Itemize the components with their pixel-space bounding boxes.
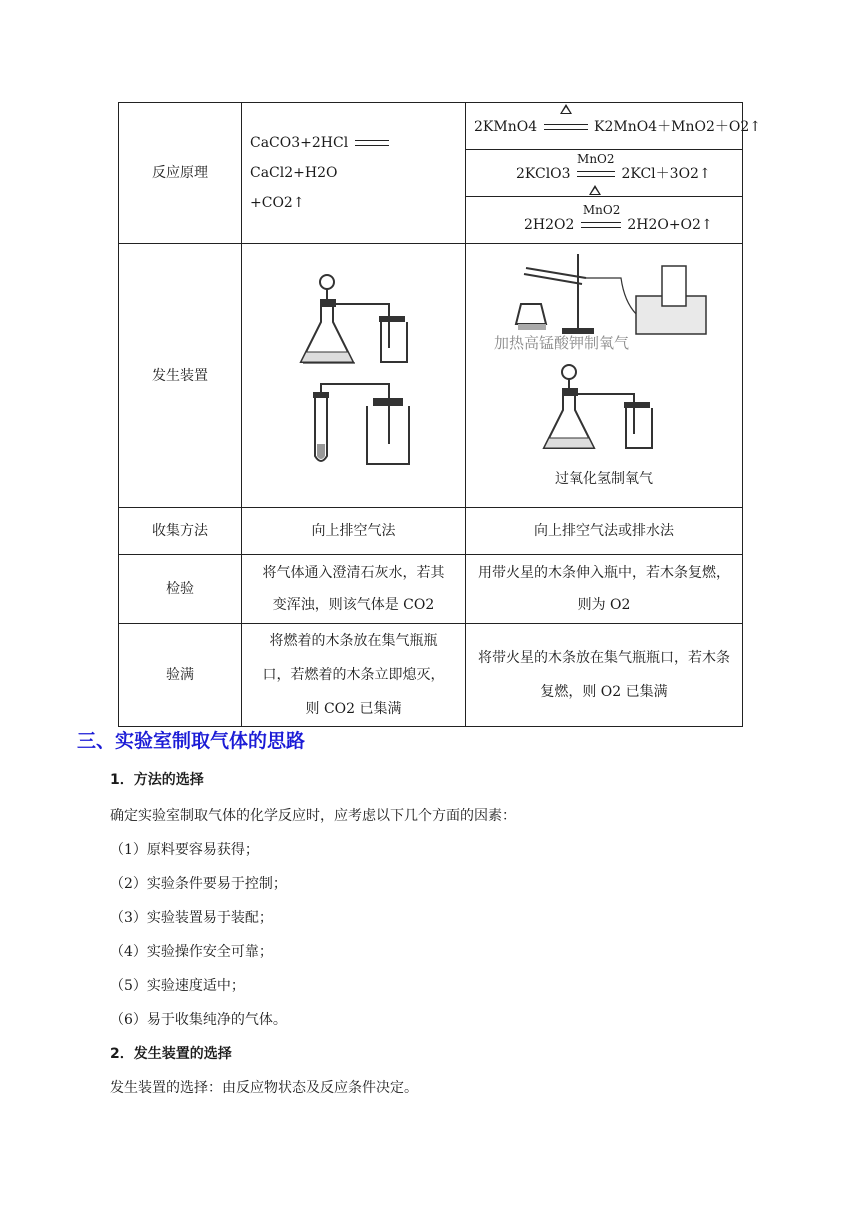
co2-collection-cell: 向上排空气法 bbox=[242, 508, 466, 555]
subheading-apparatus: 2．发生装置的选择 bbox=[110, 1046, 232, 1062]
gas-jar-icon bbox=[379, 316, 407, 362]
table-row bbox=[119, 103, 743, 244]
catalyst-label: MnO2 bbox=[582, 203, 621, 217]
catalyst-label: MnO2 bbox=[577, 152, 615, 166]
equals-sign bbox=[355, 140, 389, 146]
list-item: （3）实验装置易于装配； bbox=[110, 910, 273, 926]
kmno4-products: K2MnO4＋MnO2＋O2↑ bbox=[594, 119, 761, 135]
kclo3-equation-row bbox=[466, 150, 742, 197]
erlenmeyer-flask-icon bbox=[544, 365, 594, 448]
kclo3-products: 2KCl＋3O2↑ bbox=[621, 166, 711, 182]
h2o2-equation-row bbox=[466, 197, 742, 243]
co2-reactants: CaCO3+2HCl bbox=[250, 135, 349, 151]
heat-triangle-icon bbox=[560, 104, 572, 114]
h2o2-products: 2H2O+O2↑ bbox=[627, 217, 713, 233]
co2-test-cell: 将气体通入澄清石灰水，若其 变浑浊，则该气体是 CO2 bbox=[242, 555, 466, 624]
list-item: （5）实验速度适中； bbox=[110, 978, 245, 994]
delivery-tube-icon bbox=[321, 384, 389, 444]
o2-full-cell: 将带火星的木条放在集气瓶瓶口，若木条 复燃，则 O2 已集满 bbox=[466, 624, 743, 727]
equals-sign bbox=[544, 124, 588, 130]
water-trough-icon bbox=[586, 266, 706, 334]
intro-paragraph: 确定实验室制取气体的化学反应时，应考虑以下几个方面的因素： bbox=[110, 808, 516, 824]
kmno4-equation-row bbox=[466, 103, 761, 150]
alcohol-lamp-icon bbox=[516, 304, 546, 330]
row-label-apparatus: 发生装置 bbox=[119, 244, 242, 508]
co2-equation bbox=[250, 128, 465, 188]
table-row bbox=[119, 244, 743, 508]
heat-triangle-icon bbox=[589, 185, 601, 195]
row-label-collection: 收集方法 bbox=[119, 508, 242, 555]
co2-products: CaCl2+H2O bbox=[250, 165, 338, 181]
table-row bbox=[119, 555, 743, 624]
kclo3-reactant: 2KClO3 bbox=[516, 166, 571, 182]
section-heading: 三、实验室制取气体的思路 bbox=[77, 730, 306, 752]
apparatus-paragraph: 发生装置的选择：由反应物状态及反应条件决定。 bbox=[110, 1080, 418, 1096]
o2-test-cell: 用带火星的木条伸入瓶中，若木条复燃， 则为 O2 bbox=[466, 555, 743, 624]
gas-jar-icon bbox=[624, 402, 652, 448]
co2-equation-cell bbox=[242, 103, 466, 244]
co2-apparatus-cell bbox=[242, 244, 466, 508]
co2-apparatus-illustration bbox=[249, 244, 459, 494]
h2o2-reactant: 2H2O2 bbox=[524, 217, 575, 233]
o2-collection-cell: 向上排空气法或排水法 bbox=[466, 508, 743, 555]
list-item: （6）易于收集纯净的气体。 bbox=[110, 1012, 287, 1028]
equals-sign bbox=[577, 171, 615, 177]
test-tube-icon bbox=[313, 392, 329, 461]
subheading-method: 1．方法的选择 bbox=[110, 772, 204, 788]
co2-full-cell: 将燃着的木条放在集气瓶瓶 口，若燃着的木条立即熄灭， 则 CO2 已集满 bbox=[242, 624, 466, 727]
co2-equation-tail: +CO2↑ bbox=[250, 195, 305, 211]
kmno4-reactant: 2KMnO4 bbox=[474, 119, 538, 135]
list-item: （1）原料要容易获得； bbox=[110, 842, 259, 858]
kmno4-caption: 加热高锰酸钾制氧气 bbox=[494, 334, 630, 352]
equals-sign bbox=[581, 222, 621, 228]
heated-test-tube-icon bbox=[524, 268, 586, 284]
gas-preparation-table bbox=[118, 102, 761, 727]
row-label-principle: 反应原理 bbox=[119, 103, 242, 244]
erlenmeyer-flask-icon bbox=[301, 275, 355, 363]
h2o2-caption: 过氧化氢制氧气 bbox=[555, 471, 653, 487]
list-item: （2）实验条件要易于控制； bbox=[110, 876, 287, 892]
table-row bbox=[119, 508, 743, 555]
iron-stand-icon bbox=[562, 254, 594, 334]
list-item: （4）实验操作安全可靠； bbox=[110, 944, 273, 960]
row-label-full: 验满 bbox=[119, 624, 242, 727]
table-row bbox=[119, 624, 743, 727]
o2-apparatus-illustration bbox=[466, 244, 751, 454]
o2-equations-cell bbox=[466, 103, 761, 244]
o2-apparatus-cell bbox=[466, 244, 743, 508]
row-label-test: 检验 bbox=[119, 555, 242, 624]
